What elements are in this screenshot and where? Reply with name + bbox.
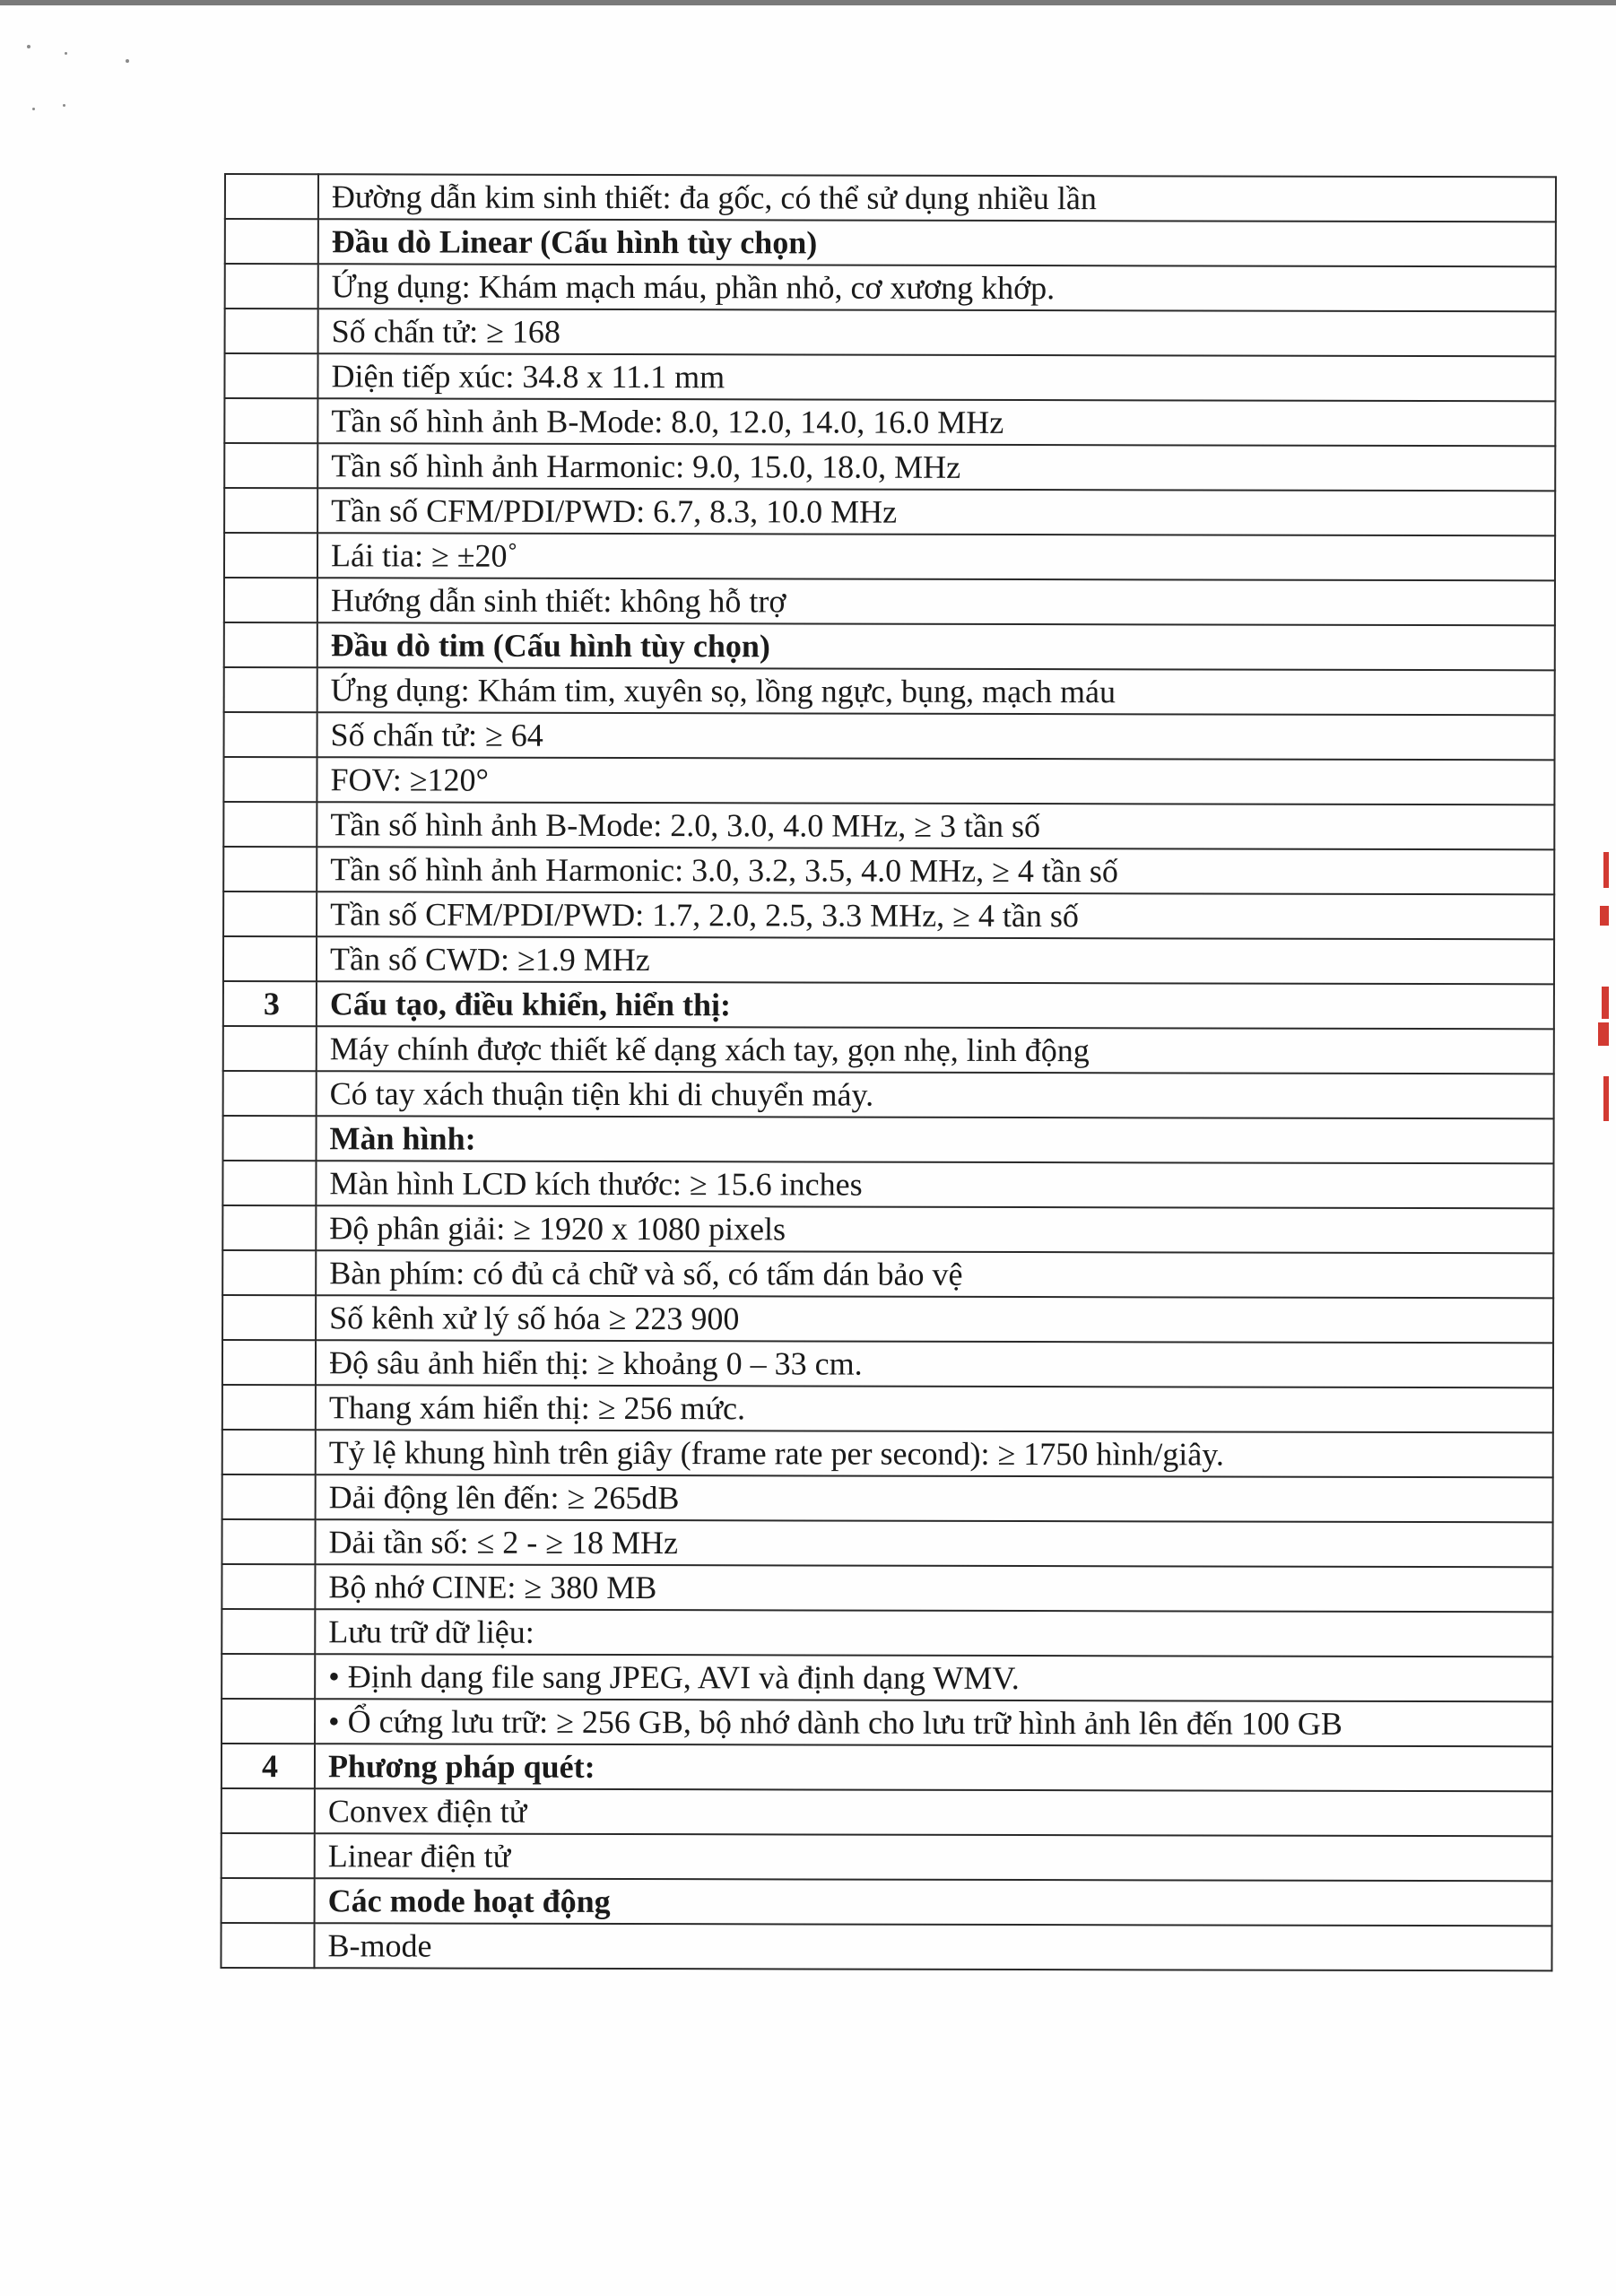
table-row [222, 1833, 1552, 1881]
spec-item-cell: Dải động lên đến: ≥ 265dB [316, 1474, 1553, 1522]
stamp-edge-mark [1598, 1022, 1609, 1046]
table-row [222, 1385, 1553, 1432]
scan-speck [65, 52, 67, 55]
row-number-cell [225, 309, 318, 353]
row-number-cell [225, 174, 318, 219]
row-number-cell [224, 578, 317, 622]
spec-item-cell: Convex điện tử [315, 1788, 1552, 1836]
spec-item-cell: Thang xám hiển thị: ≥ 256 mức. [316, 1385, 1553, 1432]
table-row [225, 264, 1556, 311]
spec-item-cell: Tần số hình ảnh Harmonic: 3.0, 3.2, 3.5, 4.0 MHz, ≥ 4 tần số [317, 847, 1554, 894]
section-heading-cell: Màn hình: [317, 1116, 1554, 1163]
table-row [224, 443, 1555, 491]
scan-speck [32, 108, 35, 110]
spec-item-cell: Số kênh xử lý số hóa ≥ 223 900 [316, 1295, 1553, 1343]
table-row [221, 1923, 1551, 1970]
row-number-cell [222, 1205, 316, 1250]
row-number-cell [224, 533, 317, 578]
spec-item-cell: Diện tiếp xúc: 34.8 x 11.1 mm [317, 353, 1555, 401]
row-number-cell [223, 1026, 317, 1071]
spec-item-cell: Lái tia: ≥ ±20˚ [317, 533, 1555, 580]
row-number-cell [222, 1295, 316, 1340]
spec-item-cell: Bộ nhớ CINE: ≥ 380 MB [315, 1564, 1552, 1612]
row-number-cell [223, 847, 317, 891]
spec-item-cell: Đường dẫn kim sinh thiết: đa gốc, có thể sử dụng nhiều lần [318, 174, 1556, 222]
table-row [224, 488, 1555, 535]
row-number-cell [224, 488, 317, 533]
table-row [224, 353, 1555, 401]
table-row [224, 712, 1555, 760]
table-row [222, 1564, 1552, 1612]
table-row [224, 578, 1555, 625]
row-number-cell [222, 1564, 315, 1609]
table-row [223, 936, 1554, 984]
row-number-cell [224, 712, 317, 757]
row-number-cell: 4 [222, 1744, 315, 1788]
table-row [222, 1878, 1552, 1926]
spec-item-cell: Màn hình LCD kích thước: ≥ 15.6 inches [316, 1161, 1553, 1208]
row-number-cell [222, 1878, 315, 1923]
row-number-cell [222, 1788, 315, 1833]
stamp-edge-mark [1602, 987, 1609, 1019]
table-row [225, 219, 1556, 266]
row-number-cell [223, 1116, 317, 1161]
row-number-cell [223, 936, 317, 981]
row-number-cell [222, 1250, 316, 1295]
table-row [224, 667, 1555, 715]
spec-item-cell: Tần số CWD: ≥1.9 MHz [317, 936, 1554, 984]
row-number-cell [222, 1430, 316, 1474]
table-row [225, 309, 1556, 356]
spec-item-cell: Máy chính được thiết kế dạng xách tay, gọn nhẹ, linh động [317, 1026, 1554, 1074]
section-heading-cell: Đầu dò Linear (Cấu hình tùy chọn) [318, 219, 1556, 266]
row-number-cell [222, 1833, 315, 1878]
stamp-edge-mark [1600, 906, 1609, 926]
section-heading-cell: Phương pháp quét: [315, 1744, 1552, 1791]
table-row [222, 1430, 1553, 1477]
table-row [222, 1699, 1552, 1746]
row-number-cell [224, 398, 317, 443]
specification-table [220, 173, 1557, 1971]
spec-item-cell: Hướng dẫn sinh thiết: không hỗ trợ [317, 578, 1555, 625]
row-number-cell [221, 1923, 314, 1968]
row-number-cell [222, 1699, 315, 1744]
spec-item-cell: FOV: ≥120° [317, 757, 1554, 804]
spec-item-cell: Dải tần số: ≤ 2 - ≥ 18 MHz [315, 1519, 1552, 1567]
stamp-edge-mark [1603, 1076, 1609, 1121]
table-row [224, 622, 1555, 670]
spec-item-cell: Có tay xách thuận tiện khi di chuyển máy. [317, 1071, 1554, 1118]
scan-speck [63, 104, 65, 107]
table-row [222, 1250, 1553, 1298]
row-number-cell [222, 1654, 315, 1699]
section-heading-cell: Các mode hoạt động [315, 1878, 1552, 1926]
table-row [222, 1609, 1552, 1657]
spec-item-cell: Số chấn tử: ≥ 168 [318, 309, 1556, 356]
row-number-cell [224, 443, 317, 488]
table-row [222, 1205, 1553, 1253]
row-number-cell [222, 1474, 316, 1519]
table-row [222, 1161, 1553, 1208]
specification-table-body [221, 174, 1556, 1970]
row-number-cell [225, 219, 318, 264]
row-number-cell: 3 [223, 981, 317, 1026]
table-row [222, 1654, 1552, 1701]
bullet-item-cell: • Ổ cứng lưu trữ: ≥ 256 GB, bộ nhớ dành cho lưu trữ hình ảnh lên đến 100 GB [315, 1699, 1552, 1746]
section-heading-cell: Cấu tạo, điều khiển, hiển thị: [317, 981, 1554, 1029]
table-row [222, 1519, 1552, 1567]
scan-speck [27, 45, 30, 48]
table-row [223, 802, 1554, 849]
spec-item-cell: Lưu trữ dữ liệu: [315, 1609, 1552, 1657]
table-row [223, 1026, 1554, 1074]
stamp-edge-mark [1603, 852, 1609, 888]
row-number-cell [224, 622, 317, 667]
table-row [225, 174, 1556, 222]
row-number-cell [223, 891, 317, 936]
spec-item-cell: Bàn phím: có đủ cả chữ và số, có tấm dán bảo vệ [316, 1250, 1553, 1298]
spec-item-cell: Độ phân giải: ≥ 1920 x 1080 pixels [316, 1205, 1553, 1253]
table-row [223, 757, 1554, 804]
scan-speck [126, 59, 129, 63]
row-number-cell [222, 1161, 316, 1205]
table-row [222, 1744, 1552, 1791]
row-number-cell [224, 353, 317, 398]
row-number-cell [225, 264, 318, 309]
spec-item-cell: Linear điện tử [315, 1833, 1552, 1881]
table-row [222, 1295, 1553, 1343]
row-number-cell [222, 1340, 316, 1385]
spec-item-cell: Tần số CFM/PDI/PWD: 1.7, 2.0, 2.5, 3.3 MHz, ≥ 4 tần số [317, 891, 1554, 939]
row-number-cell [222, 1609, 315, 1654]
spec-item-cell: Số chấn tử: ≥ 64 [317, 712, 1555, 760]
spec-item-cell: Tần số hình ảnh Harmonic: 9.0, 15.0, 18.0, MHz [317, 443, 1555, 491]
spec-item-cell: Tần số hình ảnh B-Mode: 8.0, 12.0, 14.0, 16.0 MHz [317, 398, 1555, 446]
spec-item-cell: Ứng dụng: Khám mạch máu, phần nhỏ, cơ xương khớp. [318, 264, 1556, 311]
scan-top-edge [0, 0, 1616, 5]
table-row [223, 1116, 1554, 1163]
section-heading-cell: Đầu dò tim (Cấu hình tùy chọn) [317, 622, 1555, 670]
table-row [223, 981, 1554, 1029]
spec-item-cell: Độ sâu ảnh hiển thị: ≥ khoảng 0 – 33 cm. [316, 1340, 1553, 1387]
row-number-cell [222, 1519, 315, 1564]
row-number-cell [224, 667, 317, 712]
table-row [224, 398, 1555, 446]
row-number-cell [223, 757, 317, 802]
bullet-item-cell: • Định dạng file sang JPEG, AVI và định dạng WMV. [315, 1654, 1552, 1701]
row-number-cell [223, 1071, 317, 1116]
table-row [224, 533, 1555, 580]
spec-item-cell: B-mode [314, 1923, 1551, 1970]
table-row [223, 847, 1554, 894]
table-row [223, 1071, 1554, 1118]
table-row [222, 1474, 1553, 1522]
table-row [222, 1340, 1553, 1387]
table-row [223, 891, 1554, 939]
row-number-cell [223, 802, 317, 847]
spec-item-cell: Ứng dụng: Khám tim, xuyên sọ, lồng ngực, bụng, mạch máu [317, 667, 1555, 715]
row-number-cell [222, 1385, 316, 1430]
spec-item-cell: Tần số hình ảnh B-Mode: 2.0, 3.0, 4.0 MHz, ≥ 3 tần số [317, 802, 1554, 849]
table-row [222, 1788, 1552, 1836]
spec-item-cell: Tần số CFM/PDI/PWD: 6.7, 8.3, 10.0 MHz [317, 488, 1555, 535]
spec-item-cell: Tỷ lệ khung hình trên giây (frame rate per second): ≥ 1750 hình/giây. [316, 1430, 1553, 1477]
